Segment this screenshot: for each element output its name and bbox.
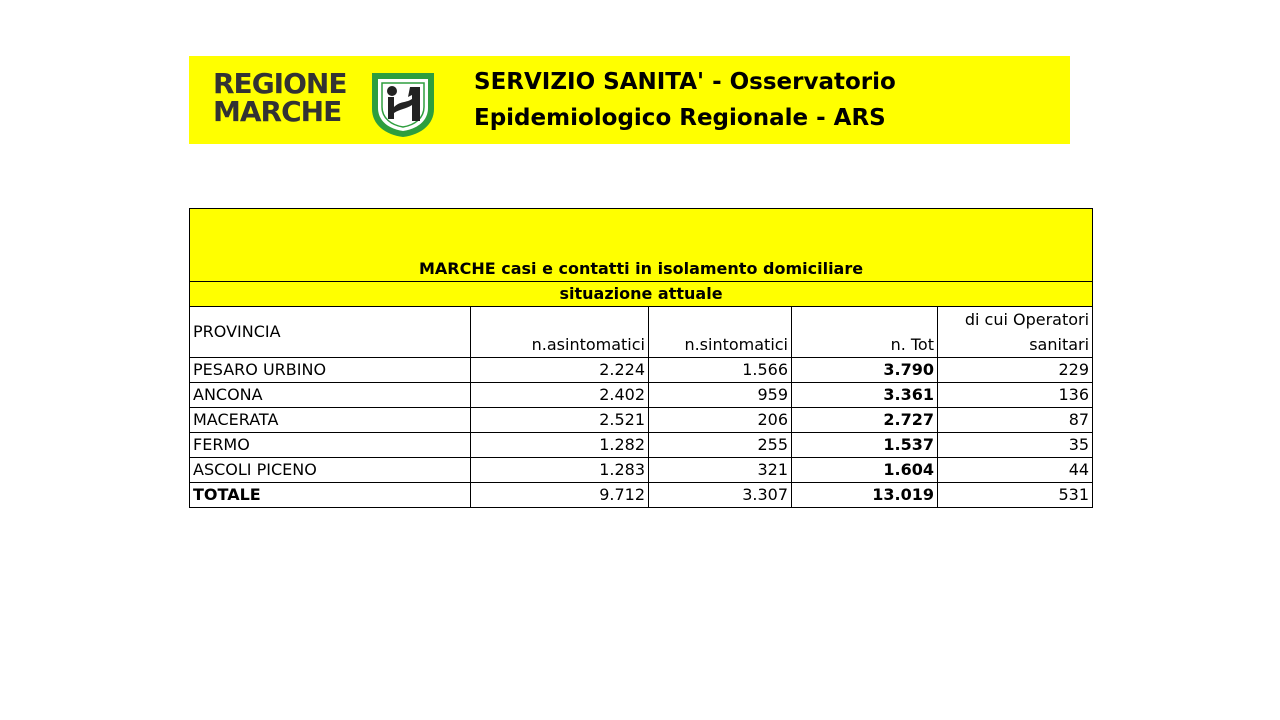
logo-wordmark: [213, 67, 371, 128]
row-asintomatici: 1.283: [471, 458, 649, 483]
table-title: MARCHE casi e contatti in isolamento domiciliare: [190, 209, 1093, 282]
total-asintomatici: 9.712: [471, 483, 649, 508]
row-asintomatici: 2.402: [471, 383, 649, 408]
row-operatori: 229: [938, 358, 1093, 383]
header-provincia: PROVINCIA: [190, 307, 471, 358]
row-operatori: 35: [938, 433, 1093, 458]
row-tot: 1.604: [792, 458, 938, 483]
table-title-row: [190, 209, 1093, 282]
row-sintomatici: 206: [649, 408, 792, 433]
row-operatori: 44: [938, 458, 1093, 483]
row-provincia: FERMO: [190, 433, 471, 458]
total-sintomatici: 3.307: [649, 483, 792, 508]
row-operatori: 87: [938, 408, 1093, 433]
row-sintomatici: 321: [649, 458, 792, 483]
total-label: TOTALE: [190, 483, 471, 508]
total-tot: 13.019: [792, 483, 938, 508]
table-row: [190, 458, 1093, 483]
header-asintomatici: n.asintomatici: [471, 307, 649, 358]
total-operatori: 531: [938, 483, 1093, 508]
row-sintomatici: 1.566: [649, 358, 792, 383]
table-subtitle: situazione attuale: [190, 282, 1093, 307]
header-banner: [189, 56, 1070, 144]
banner-title: SERVIZIO SANITA' - Osservatorio Epidemiologico Regionale - ARS: [474, 69, 896, 131]
row-asintomatici: 2.521: [471, 408, 649, 433]
row-sintomatici: 959: [649, 383, 792, 408]
logo-line-1: REGIONE: [213, 67, 347, 100]
header-sintomatici: n.sintomatici: [649, 307, 792, 358]
header-operatori-line1: di cui Operatori: [964, 310, 1090, 329]
row-asintomatici: 1.282: [471, 433, 649, 458]
logo-line-2: MARCHE: [213, 95, 342, 128]
row-provincia: PESARO URBINO: [190, 358, 471, 383]
row-asintomatici: 2.224: [471, 358, 649, 383]
isolation-table: [189, 208, 1093, 508]
table-subtitle-row: [190, 282, 1093, 307]
table-header-row: [190, 307, 1093, 358]
row-tot: 2.727: [792, 408, 938, 433]
table-row: [190, 383, 1093, 408]
row-tot: 3.790: [792, 358, 938, 383]
total-row: [190, 483, 1093, 508]
header-tot: n. Tot: [792, 307, 938, 358]
header-operatori-line2: sanitari: [1029, 335, 1090, 354]
row-tot: 3.361: [792, 383, 938, 408]
table-row: [190, 358, 1093, 383]
row-provincia: ASCOLI PICENO: [190, 458, 471, 483]
isolation-table-container: [189, 208, 1092, 508]
header-operatori: [938, 307, 1093, 358]
row-tot: 1.537: [792, 433, 938, 458]
row-provincia: MACERATA: [190, 408, 471, 433]
table-row: [190, 433, 1093, 458]
regional-shield-icon: [368, 69, 438, 139]
row-provincia: ANCONA: [190, 383, 471, 408]
table-row: [190, 408, 1093, 433]
row-operatori: 136: [938, 383, 1093, 408]
regione-marche-logo: [213, 69, 439, 139]
row-sintomatici: 255: [649, 433, 792, 458]
